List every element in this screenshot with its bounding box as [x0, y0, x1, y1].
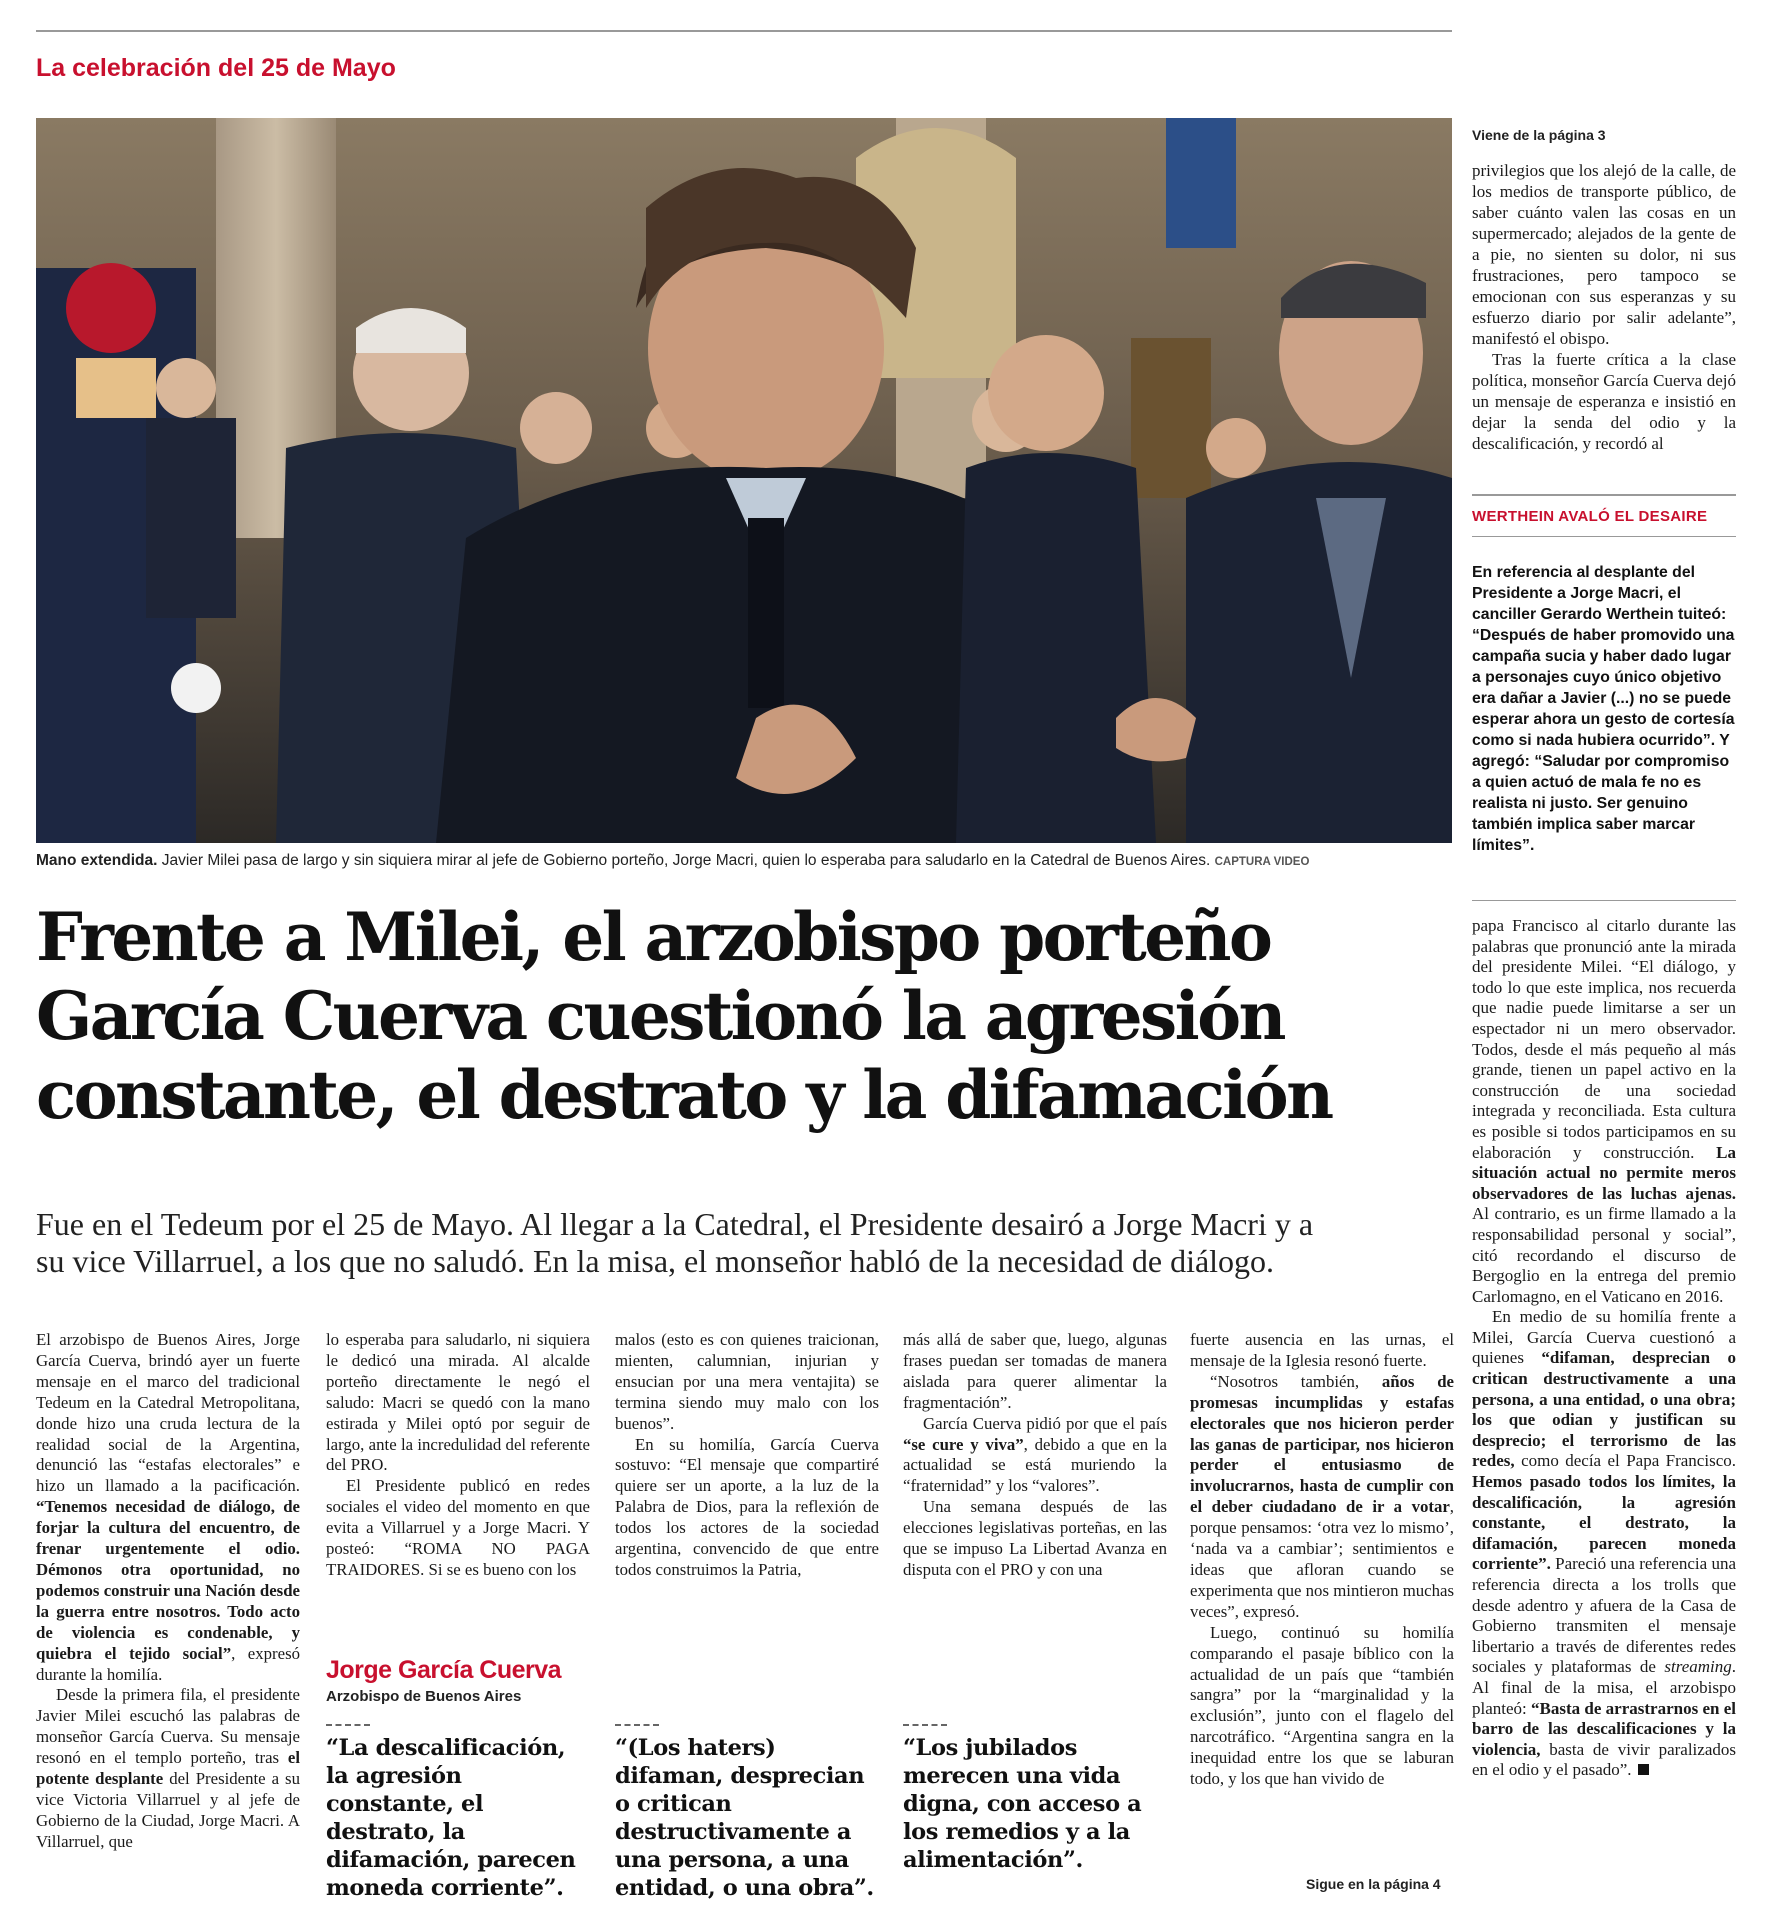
body-bold-text: años de promesas incumplidas y estafas electorales que nos hicieron perder las ganas de participar, nos hicieron perder el entusiasmo de involucrarnos, hasta de cumplir con el deber ciudadano de ir a votar [1190, 1371, 1454, 1517]
pull-quote: “Los jubilados merecen una vida digna, con acceso a los remedios y a la alimentación”. [903, 1735, 1142, 1873]
sidebar-rule [1472, 900, 1736, 901]
body-column-4 [903, 1330, 1167, 1581]
sidebar-text: basta de vivir paralizados en el odio y el pasado”. [1472, 1739, 1736, 1780]
body-text: , expresó durante la homilía. [36, 1643, 300, 1684]
body-column-2 [326, 1330, 590, 1581]
sidebar-text: papa Francisco al citarlo durante las palabras que pronunció ante la mirada del presidente Milei. “El diálogo, y todo lo que este implica, nos recuerda que nadie puede limitarse a ser un espectador ni un mero observador. Todos, desde el más pequeño al más grande, tienen un papel activo en la construcción de una sociedad integrada y reconciliada. Esta cultura es posible si todos participamos en su elaboración y construcción. [1472, 916, 1736, 1162]
continued-from-label: Viene de la página 3 [1472, 127, 1606, 143]
body-text: García Cuerva pidió por que el país [923, 1413, 1167, 1433]
headline-line: Frente a Milei, el arzobispo porteño [36, 898, 1271, 976]
headline [36, 898, 1466, 1135]
sidebar-bold-text: Hemos pasado todos los límites, la descalificación, la agresión constante, el destrato, la difamación, parecen moneda corriente”. [1472, 1472, 1736, 1574]
body-text: , porque pensamos: ‘otra vez lo mismo’, ‘nada va a cambiar’; sentimientos e ideas que afloran cuando se experimenta que nos mintieron muchas veces”, expresó. [1190, 1497, 1454, 1621]
body-paragraph: fuerte ausencia en las urnas, el mensaje de la Iglesia resonó fuerte. [1190, 1330, 1454, 1370]
body-paragraph [36, 1330, 300, 1685]
sidebar-text: como decía el Papa Francisco. [1514, 1451, 1736, 1471]
caption-lead: Mano extendida. [36, 852, 158, 869]
sidebar-bold-text: La situación actual no permite meros observadores de las luchas ajenas. [1472, 1142, 1736, 1203]
sidebar-paragraph [1472, 1307, 1736, 1781]
sidebar-box-text: En referencia al desplante del Presidente a Jorge Macri, el canciller Gerardo Werthein tuiteó: “Después de haber promovido una campaña sucia y haber dado lugar a personajes cuyo único objetivo era dañar a Javier (...) no se puede esperar ahora un gesto de cortesía como si nada hubiera ocurrido”. Y agregó: “Saludar por compromiso a quien actuó de mala fe no es realista ni justo. Ser genuino también implica saber marcar límites”. [1472, 564, 1735, 854]
main-photo [36, 118, 1452, 843]
body-paragraph: malos (esto es con quienes traicionan, mienten, calumnian, injurian y ensucian por una mera ventajita) se termina siendo muy malo con los buenos”. [615, 1330, 879, 1433]
body-paragraph: más allá de saber que, luego, algunas frases puedan ser tomadas de manera aislada para querer alimentar la fragmentación”. [903, 1330, 1167, 1412]
sidebar-rule [1472, 494, 1736, 496]
quote-author-role: Arzobispo de Buenos Aires [326, 1688, 522, 1705]
sidebar-top-text [1472, 160, 1736, 454]
sidebar-paragraph: privilegios que los alejó de la calle, de los medios de transporte público, de saber cuánto valen las cosas en un supermercado; alejados de la gente de a pie, no sienten su dolor, ni sus frustraciones, pero tampoco se emocionan con sus esperanzas y su esfuerzo diario por salir adelante”, manifestó el obispo. [1472, 161, 1736, 348]
quote-author-name: Jorge García Cuerva [326, 1656, 562, 1684]
quote-rule [326, 1724, 370, 1726]
body-paragraph [36, 1685, 300, 1852]
body-paragraph: Una semana después de las elecciones legislativas porteñas, en las que se impuso La Libertad Avanza en disputa con el PRO y con una [903, 1497, 1167, 1579]
quote-rule [903, 1724, 947, 1726]
headline-line: constante, el destrato y la difamación [36, 1056, 1332, 1134]
sidebar-text: En medio de su homilía frente a Milei, García Cuerva cuestionó a quienes [1472, 1307, 1736, 1368]
sidebar-bold-text: “Basta de arrastrarnos en el barro de las descalificaciones y la violencia, [1472, 1698, 1736, 1759]
pull-quote: “La descalificación, la agresión constante, el destrato, la difamación, parecen moneda corriente”. [326, 1735, 576, 1901]
deck-line: Fue en el Tedeum por el 25 de Mayo. Al llegar a la Catedral, el Presidente desairó a Jorge Macri y a [36, 1206, 1314, 1242]
deck [36, 1206, 1456, 1280]
body-text: El arzobispo de Buenos Aires, Jorge García Cuerva, brindó ayer un fuerte mensaje en el marco del tradicional Tedeum en la Catedral Metropolitana, donde hizo una cruda lectura de la realidad social de la Argentina, denunció las “estafas electorales” e hizo un llamado a la pacificación. [36, 1330, 300, 1496]
section-label: La celebración del 25 de Mayo [36, 54, 396, 82]
sidebar-bold-text: “difaman, desprecian o critican destructivamente a una persona, a una entidad, o una obra; los que odian y justifican su desprecio; el terrorismo de las redes, [1472, 1348, 1736, 1471]
sidebar-text: Pareció una referencia una referencia directa a los trolls que desde adentro y afuera de la Casa de Gobierno transmiten el mensaje libertario a través de diferentes redes sociales y plataformas de [1472, 1554, 1736, 1677]
body-bold-text: “se cure y viva” [903, 1434, 1024, 1454]
body-bold-text: “Tenemos necesidad de diálogo, de forjar la cultura del encuentro, de frenar urgentemente el odio. Démonos otra oportunidad, no podemos construir una Nación desde la guerra entre nosotros. Todo acto de violencia es condenable, y quiebra el tejido social” [36, 1497, 300, 1663]
body-bold-text: el potente desplante [36, 1748, 300, 1789]
body-text: “Nosotros también, [1210, 1371, 1382, 1391]
body-paragraph [1190, 1372, 1454, 1623]
sidebar-box-title: WERTHEIN AVALÓ EL DESAIRE [1472, 508, 1708, 525]
sidebar-rule [1472, 536, 1736, 537]
body-column-5 [1190, 1330, 1454, 1790]
body-paragraph: lo esperaba para saludarlo, ni siquiera le dedicó una mirada. Al alcalde porteño directamente le negó el saludo: Macri se quedó con la mano estirada y Milei optó por seguir de largo, ante la incredulidad del referente del PRO. [326, 1330, 590, 1475]
body-column-1 [36, 1330, 300, 1853]
body-paragraph [903, 1414, 1167, 1498]
sidebar-paragraph: Tras la fuerte crítica a la clase política, monseñor García Cuerva dejó un mensaje de esperanza e insistió en dejar la senda del odio y la descalificación, y recordó al [1472, 350, 1736, 453]
body-column-3 [615, 1330, 879, 1581]
photo-caption [36, 852, 1456, 870]
body-paragraph: Luego, continuó su homilía comparando el pasaje bíblico con la actualidad de un país que “también sangra” por la “marginalidad y la exclusión”, junto con el flagelo del narcotráfico. “Argentina sangra en la inequidad entre los que se laburan todo, y los que han vivido de [1190, 1622, 1454, 1789]
sidebar-bottom-text [1472, 916, 1736, 1781]
body-paragraph: En su homilía, García Cuerva sostuvo: “El mensaje que compartiré quiere ser un aporte, a la luz de la Palabra de Dios, para la reflexión de todos los actores de la sociedad argentina, convencido de que entre todos construimos la Patria, [615, 1434, 879, 1579]
end-mark-icon [1638, 1764, 1649, 1775]
sidebar-italic-text: streaming [1664, 1657, 1732, 1677]
body-text: Desde la primera fila, el presidente Javier Milei escuchó las palabras de monseñor García Cuerva. Su mensaje resonó en el templo porteño, tras [36, 1685, 300, 1768]
headline-line: García Cuerva cuestionó la agresión [36, 977, 1284, 1055]
photo-illustration [36, 118, 1452, 843]
continued-on-label: Sigue en la página 4 [1306, 1876, 1441, 1892]
sidebar-text: Al contrario, es un firme llamado a la responsabilidad personal y social”, citó recordando el discurso de Bergoglio en la entrega del premio Carlomagno, en el Vaticano en 2016. [1472, 1204, 1736, 1306]
deck-line: su vice Villarruel, a los que no saludó. En la misa, el monseñor habló de la necesidad de diálogo. [36, 1243, 1275, 1279]
sidebar-paragraph [1472, 916, 1736, 1307]
caption-text: Javier Milei pasa de largo y sin siquiera mirar al jefe de Gobierno porteño, Jorge Macri, quien lo esperaba para saludarlo en la Catedral de Buenos Aires. [157, 852, 1215, 869]
quote-rule [615, 1724, 659, 1726]
sidebar-text: . Al final de la misa, el arzobispo planteó: [1472, 1657, 1736, 1718]
body-text: del Presidente a su vice Victoria Villarruel y al jefe de Gobierno de la Ciudad, Jorge Macri. A Villarruel, que [36, 1769, 300, 1851]
body-paragraph: El Presidente publicó en redes sociales el video del momento en que evita a Villarruel y a Jorge Macri. Y posteó: “ROMA NO PAGA TRAIDORES. Si se es bueno con los [326, 1476, 590, 1579]
top-rule [36, 30, 1452, 32]
photo-credit: CAPTURA VIDEO [1214, 856, 1310, 868]
body-text: , debido a que en la actualidad se está muriendo la “fraternidad” y los “valores”. [903, 1434, 1167, 1496]
pull-quote: “(Los haters) difaman, desprecian o critican destructivamente a una persona, a una entidad, o una obra”. [615, 1735, 874, 1901]
